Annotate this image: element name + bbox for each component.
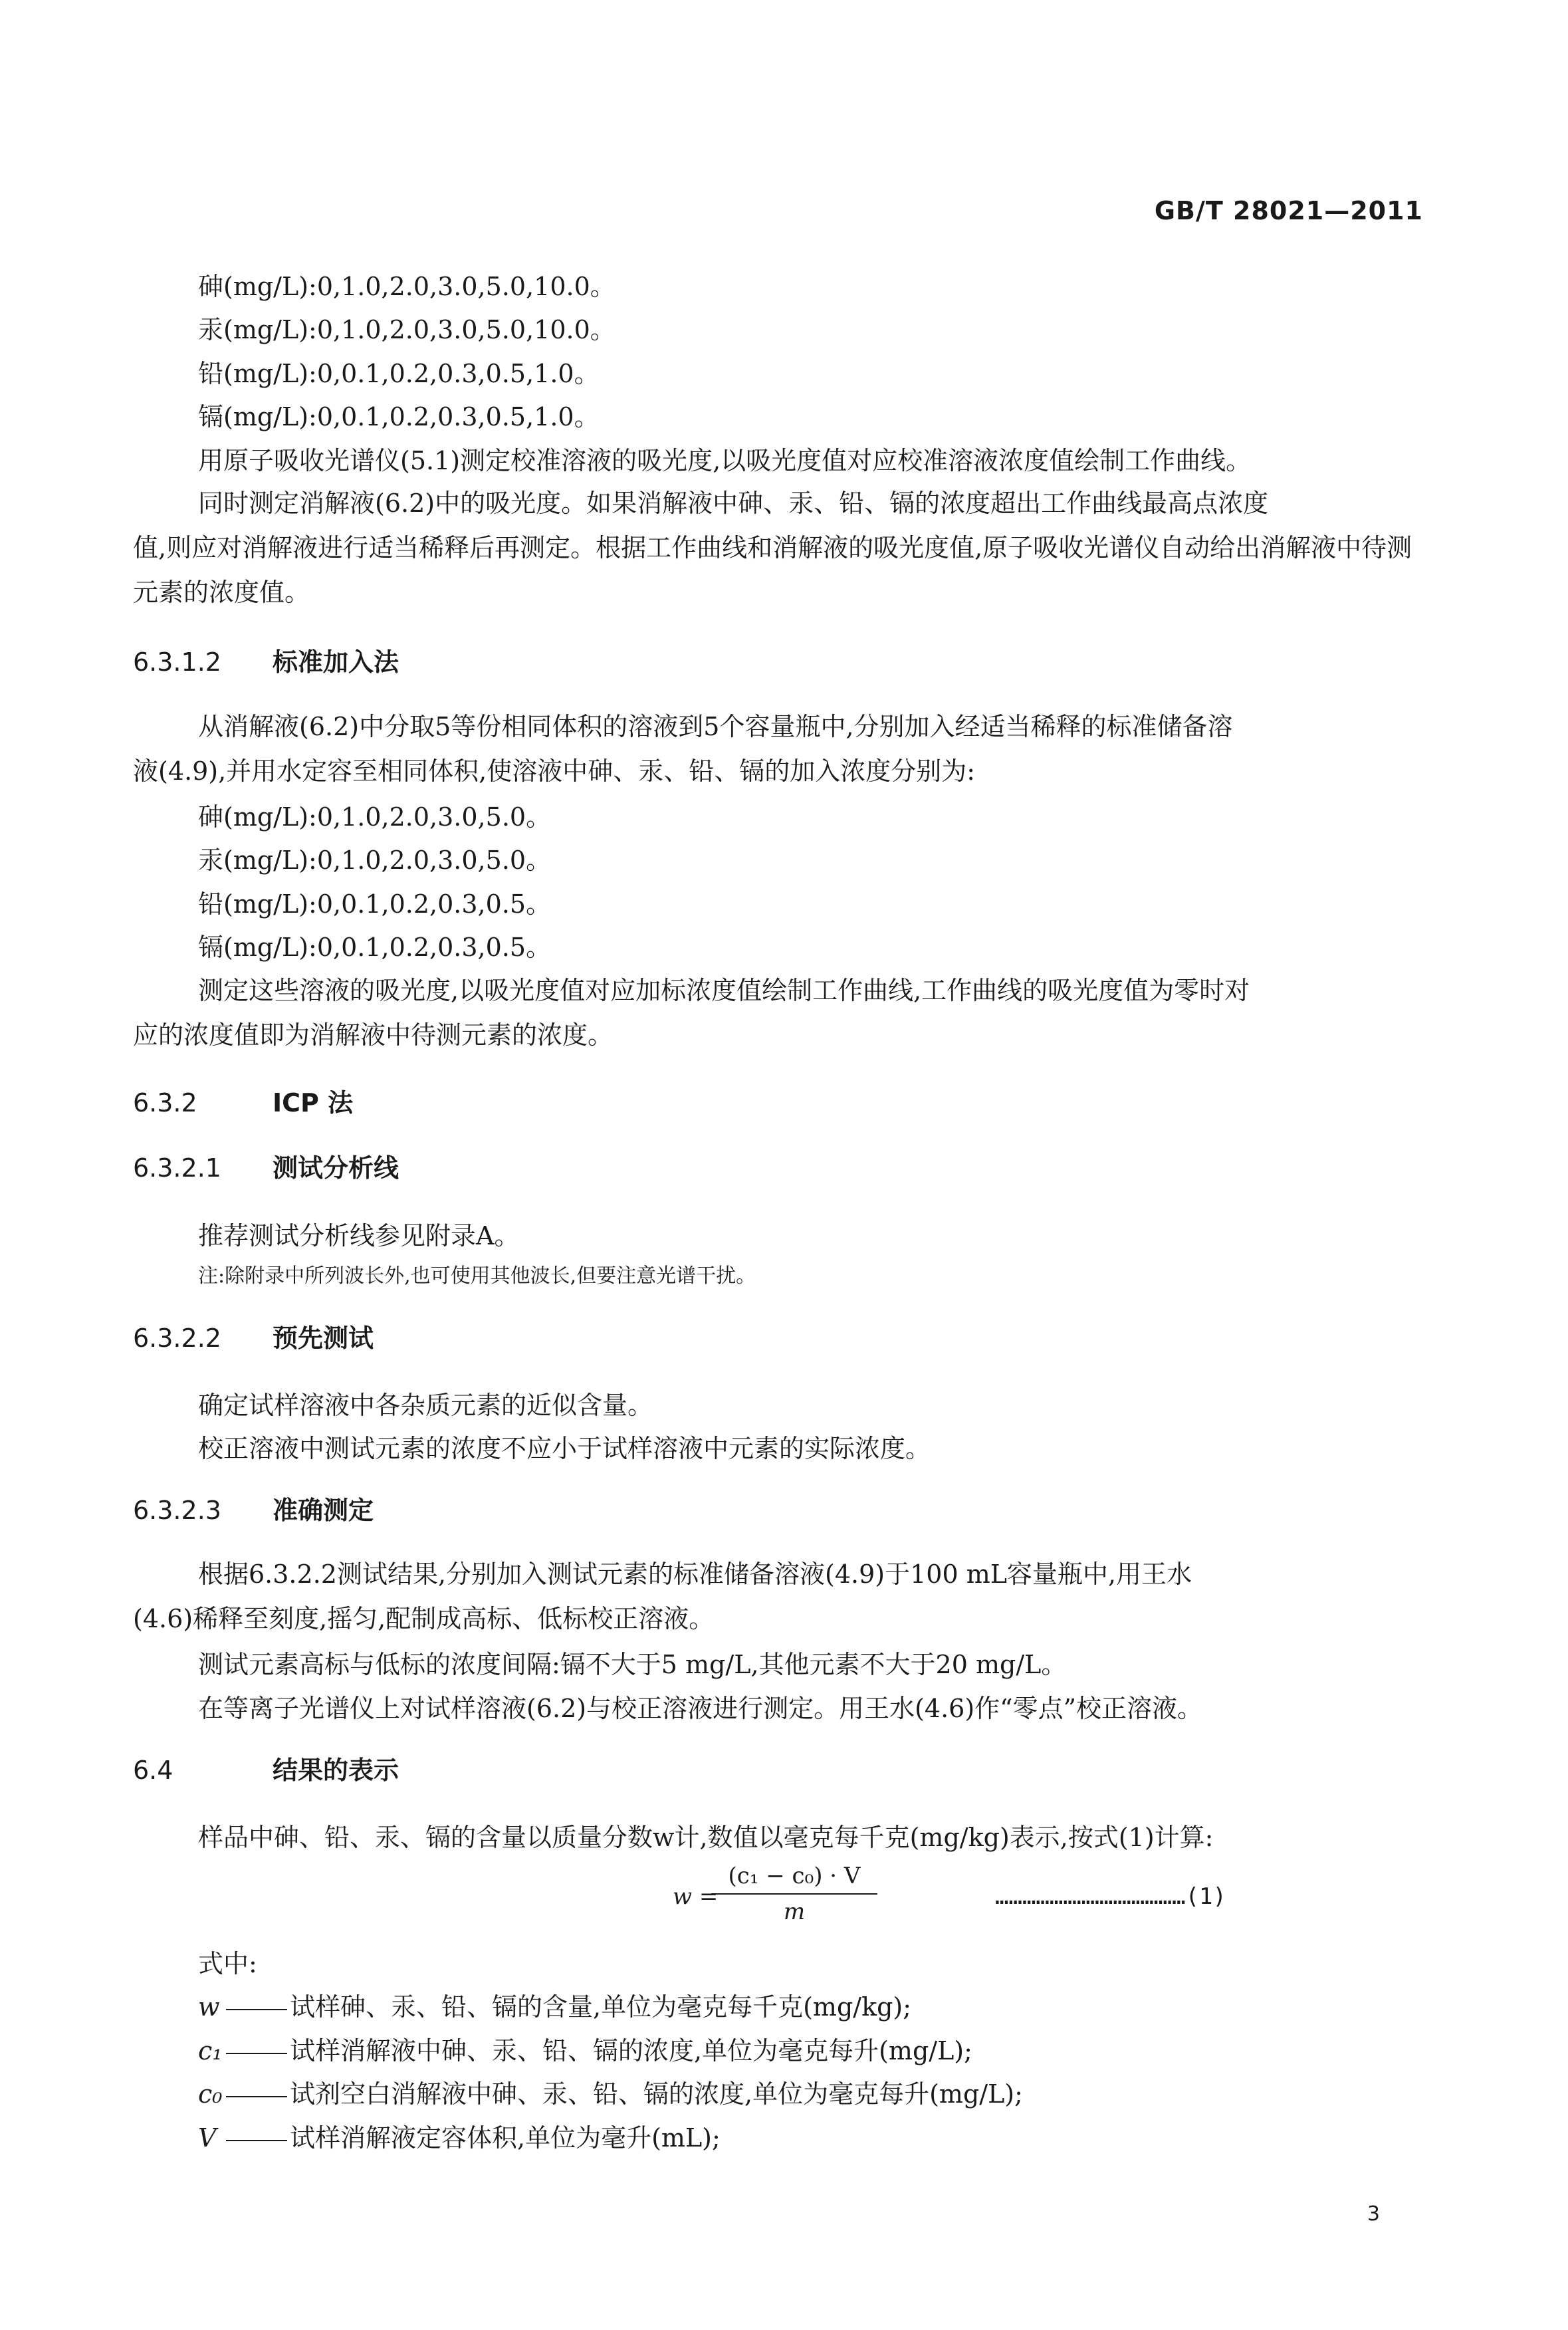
section-title: 标准加入法 (273, 647, 399, 677)
calibration-line-lead: 铅(mg/L):0,0.1,0.2,0.3,0.5,1.0。 (198, 359, 600, 388)
concentration-interval-text: 测试元素高标与低标的浓度间隔:镉不大于5 mg/L,其他元素不大于20 mg/L。 (198, 1650, 1067, 1679)
pretest-line-1: 确定试样溶液中各杂质元素的近似含量。 (198, 1391, 653, 1420)
page-number: 3 (1367, 2202, 1380, 2226)
section-title: 结果的表示 (273, 1756, 399, 1785)
paragraph-absorbance-measurement (133, 969, 1426, 1058)
paragraph-standard-addition (133, 705, 1426, 794)
addition-line-lead: 铅(mg/L):0,0.1,0.2,0.3,0.5。 (198, 889, 552, 919)
paragraph-first-line: 根据6.3.2.2测试结果,分别加入测试元素的标准储备溶液(4.9)于100 mL容量瓶中,用王水 (198, 1560, 1192, 1589)
formula-fraction (711, 1861, 877, 1926)
definition-text: 试样消解液中砷、汞、铅、镉的浓度,单位为毫克每升(mg/L); (290, 2036, 972, 2065)
formula-lhs: w = (673, 1883, 719, 1910)
section-heading-6-3-2-3 (133, 1498, 374, 1523)
section-number: 6.3.2.1 (133, 1153, 221, 1183)
section-title: ICP 法 (273, 1088, 354, 1117)
formula-1 (638, 1861, 904, 1934)
paragraph-accurate-determination (133, 1552, 1426, 1641)
section-number: 6.3.2 (133, 1088, 197, 1117)
definition-c0 (198, 2081, 1023, 2107)
paragraph-continuation: 液(4.9),并用水定容至相同体积,使溶液中砷、汞、铅、镉的加入浓度分别为: (133, 757, 976, 786)
formula-denominator: m (783, 1899, 806, 1925)
section-number: 6.3.1.2 (133, 647, 221, 677)
calibration-line-cadmium: 镉(mg/L):0,0.1,0.2,0.3,0.5,1.0。 (198, 402, 600, 431)
calibration-line-mercury: 汞(mg/L):0,1.0,2.0,3.0,5.0,10.0。 (198, 315, 616, 344)
definition-text: 试剂空白消解液中砷、汞、铅、镉的浓度,单位为毫克每升(mg/L); (290, 2079, 1023, 2109)
section-heading-6-3-2-1 (133, 1155, 399, 1181)
paragraph-first-line: 从消解液(6.2)中分取5等份相同体积的溶液到5个容量瓶中,分别加入经适当稀释的标准储备溶 (198, 712, 1233, 741)
section-number: 6.3.2.2 (133, 1324, 221, 1353)
formula-number: ……………………………………(1) (995, 1883, 1226, 1910)
em-dash (226, 2096, 287, 2097)
calibration-line-arsenic: 砷(mg/L):0,1.0,2.0,3.0,5.0,10.0。 (198, 272, 616, 301)
formula-numerator: (c₁ − c₀) · V (728, 1863, 861, 1889)
addition-line-mercury: 汞(mg/L):0,1.0,2.0,3.0,5.0。 (198, 846, 552, 875)
definition-text: 试样消解液定容体积,单位为毫升(mL); (290, 2123, 721, 2153)
section-heading-6-3-2-2 (133, 1326, 374, 1351)
definition-symbol: c₁ (198, 2036, 223, 2065)
definition-c1 (198, 2038, 972, 2063)
paragraph-first-line: 测定这些溶液的吸光度,以吸光度值对应加标浓度值绘制工作曲线,工作曲线的吸光度值为零时对 (198, 976, 1250, 1005)
paragraph-continuation: 应的浓度值即为消解液中待测元素的浓度。 (133, 1020, 614, 1050)
definition-text: 试样砷、汞、铅、镉的含量,单位为毫克每千克(mg/kg); (290, 1992, 912, 2022)
addition-line-cadmium: 镉(mg/L):0,0.1,0.2,0.3,0.5。 (198, 933, 552, 962)
section-heading-6-4 (133, 1758, 399, 1783)
em-dash (226, 2140, 287, 2141)
definition-w (198, 1994, 911, 2020)
paragraph-continuation: (4.6)稀释至刻度,摇匀,配制成高标、低标校正溶液。 (133, 1604, 715, 1633)
analysis-note: 注:除附录中所列波长外,也可使用其他波长,但要注意光谱干扰。 (198, 1264, 756, 1288)
em-dash (226, 2009, 287, 2010)
result-intro-text: 样品中砷、铅、汞、镉的含量以质量分数w计,数值以毫克每千克(mg/kg)表示,按式(1)计算: (198, 1823, 1214, 1852)
section-heading-6-3-1-2 (133, 649, 399, 675)
paragraph-first-line: 同时测定消解液(6.2)中的吸光度。如果消解液中砷、汞、铅、镉的浓度超出工作曲线最高点浓度 (198, 489, 1269, 518)
icp-measurement-text: 在等离子光谱仪上对试样溶液(6.2)与校正溶液进行测定。用王水(4.6)作“零点”校正溶液。 (198, 1694, 1203, 1723)
definition-v (198, 2125, 721, 2151)
where-label: 式中: (198, 1949, 257, 1978)
fraction-bar (711, 1893, 877, 1895)
paragraph-digest-measurement (133, 481, 1426, 615)
section-title: 准确测定 (273, 1496, 374, 1525)
paragraph-continuation: 值,则应对消解液进行适当稀释后再测定。根据工作曲线和消解液的吸光度值,原子吸收光谱仪自动给出消解液中待测元素的浓度值。 (133, 533, 1412, 607)
section-title: 预先测试 (273, 1324, 374, 1353)
addition-line-arsenic: 砷(mg/L):0,1.0,2.0,3.0,5.0。 (198, 802, 552, 832)
calibration-method-text: 用原子吸收光谱仪(5.1)测定校准溶液的吸光度,以吸光度值对应校准溶液浓度值绘制工作曲线。 (198, 446, 1252, 475)
em-dash (226, 2053, 287, 2054)
section-title: 测试分析线 (273, 1153, 399, 1183)
section-number: 6.4 (133, 1756, 173, 1785)
definition-symbol: V (198, 2123, 217, 2153)
definition-symbol: w (198, 1992, 220, 2022)
section-heading-6-3-2 (133, 1090, 353, 1115)
standard-code: GB/T 28021—2011 (1154, 196, 1423, 225)
analysis-line-text: 推荐测试分析线参见附录A。 (198, 1221, 520, 1250)
definition-symbol: c₀ (198, 2079, 223, 2109)
pretest-line-2: 校正溶液中测试元素的浓度不应小于试样溶液中元素的实际浓度。 (198, 1434, 931, 1463)
section-number: 6.3.2.3 (133, 1496, 221, 1525)
